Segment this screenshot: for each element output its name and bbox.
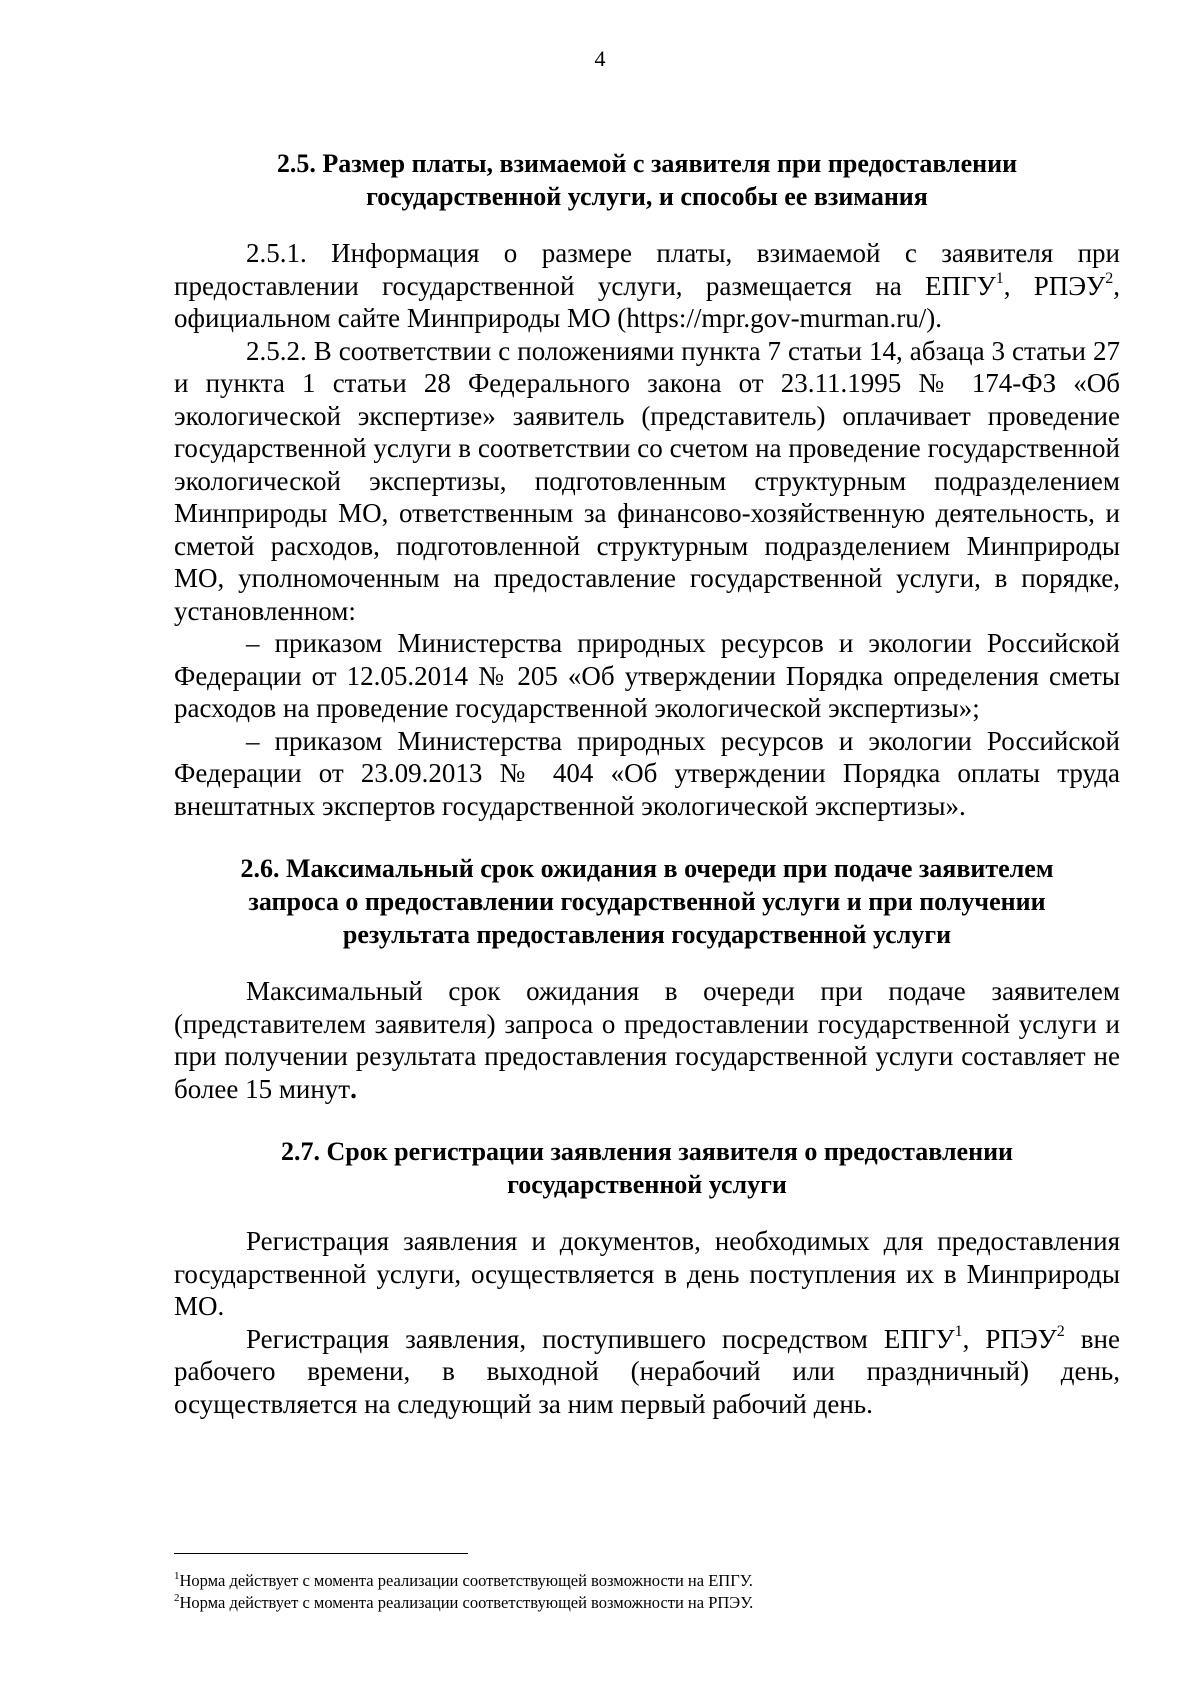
section-2-7-heading (174, 1135, 1120, 1201)
paragraph-order-404: – приказом Министерства природных ресурсов и экологии Российской Федерации от 23.09.2013 № 404 «Об утверждении Порядка оплаты труда внештатных экспертов государственной экологической экспертизы». (174, 725, 1120, 821)
paragraph-2-5-1-mid: , РПЭУ (1003, 270, 1106, 301)
paragraph-2-7-1: Регистрация заявления и документов, необходимых для предоставления государственной услуги, осуществляется в день поступления их в Минприроды МО. (174, 1226, 1120, 1321)
footnote-ref-2: 2 (1056, 1322, 1065, 1340)
footnote-1 (174, 1570, 1120, 1592)
paragraph-2-7-2-mid: , РПЭУ (962, 1323, 1057, 1354)
section-2-6-heading (174, 852, 1120, 951)
paragraph-2-7-2-end: вне рабочего времени, в выходной (нерабочий или праздничный) день, осуществляется на следующий за ним первый рабочий день. (174, 1323, 1120, 1419)
document-body (174, 147, 1120, 1420)
section-2-5-heading (174, 147, 1120, 213)
section-2-5-heading-line2: государственной услуги, и способы ее взимания (366, 182, 928, 211)
paragraph-2-5-1-end: , официальном сайте Минприроды МО (https://mpr.gov-murman.ru/). (174, 270, 1120, 333)
footnote-ref-1: 1 (954, 1322, 963, 1340)
footnote-ref-2: 2 (1105, 269, 1114, 287)
section-2-6-heading-line1: 2.6. Максимальный срок ожидания в очереди при подаче заявителем (240, 854, 1054, 883)
paragraph-2-6-text: Максимальный срок ожидания в очереди при подаче заявителем (представителем заявителя) запроса о предоставлении государственной услуги и при получении результата предоставления государственной услуги составляет не более 15 минут (174, 976, 1120, 1104)
paragraph-2-5-1 (174, 237, 1120, 335)
footnote-text: Норма действует с момента реализации соответствующей возможности на РПЭУ. (179, 1593, 754, 1612)
section-2-6-heading-line3: результата предоставления государственной услуги (342, 920, 952, 949)
section-2-6-heading-line2: запроса о предоставлении государственной услуги и при получении (248, 887, 1046, 916)
page-number: 4 (594, 46, 606, 71)
footnote-text: Норма действует с момента реализации соответствующей возможности на ЕПГУ. (179, 1571, 753, 1590)
footnote-mark: 1 (174, 1569, 180, 1582)
footnote-separator (174, 1553, 468, 1554)
footnote-mark: 2 (174, 1591, 180, 1604)
footnotes (174, 1553, 1120, 1614)
footnote-ref-1: 1 (995, 269, 1004, 287)
paragraph-order-205: – приказом Министерства природных ресурсов и экологии Российской Федерации от 12.05.2014 № 205 «Об утверждении Порядка определения сметы расходов на проведение государственной экологической экспертизы»; (174, 628, 1120, 723)
paragraph-2-6-end: . (350, 1073, 357, 1104)
section-2-7-heading-line2: государственной услуги (507, 1170, 787, 1199)
paragraph-2-6 (174, 975, 1120, 1105)
section-2-7-heading-line1: 2.7. Срок регистрации заявления заявителя о предоставлении (280, 1137, 1014, 1166)
paragraph-2-7-2-text: Регистрация заявления, поступившего посредством ЕПГУ (246, 1323, 955, 1354)
paragraph-2-7-2 (174, 1323, 1120, 1421)
paragraph-2-5-2: 2.5.2. В соответствии с положениями пункта 7 статьи 14, абзаца 3 статьи 27 и пункта 1 статьи 28 Федерального закона от 23.11.1995 № 174-ФЗ «Об экологической экспертизе» заявитель (представитель) оплачивает проведение государственной услуги в соответствии со счетом на проведение государственной экологической экспертизы, подготовленным структурным подразделением Минприроды МО, ответственным за финансово-хозяйственную деятельность, и сметой расходов, подготовленной структурным подразделением Минприроды МО, уполномоченным на предоставление государственной услуги, в порядке, установленном: (174, 335, 1120, 626)
footnote-2 (174, 1592, 1120, 1614)
paragraph-2-5-1-text: 2.5.1. Информация о размере платы, взимаемой с заявителя при предоставлении государственной услуги, размещается на ЕПГУ (174, 238, 1120, 301)
section-2-5-heading-line1: 2.5. Размер платы, взимаемой с заявителя при предоставлении (276, 149, 1018, 178)
